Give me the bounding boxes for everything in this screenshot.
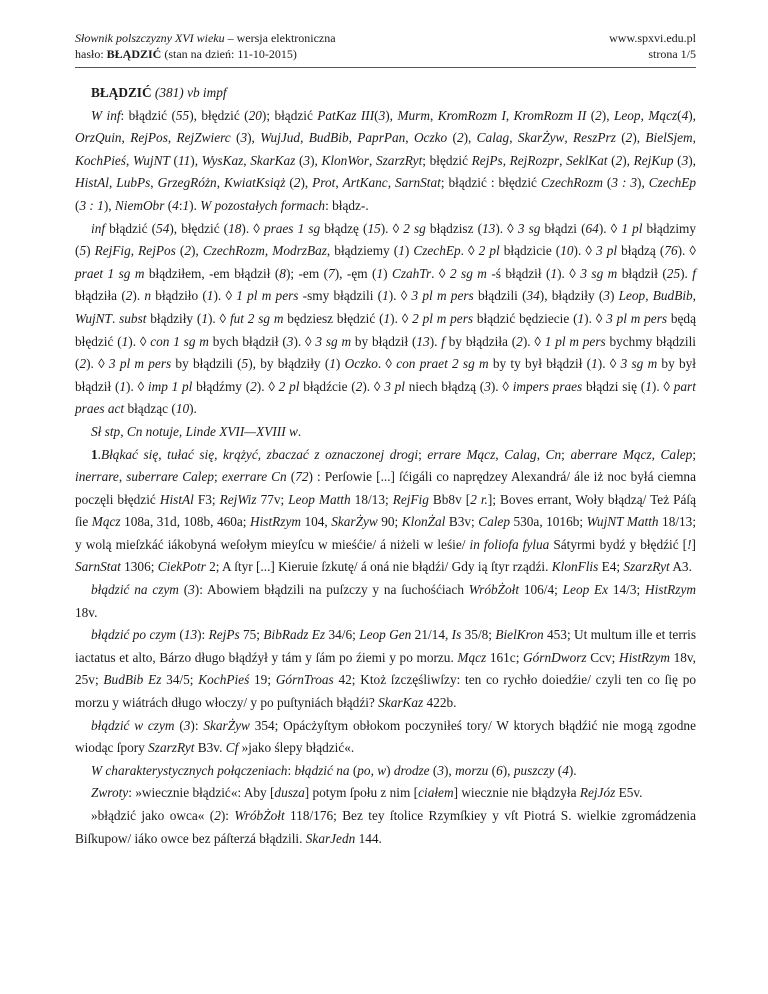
entry-paragraph: »błądzić jako owca« (2): WróbŻołt 118/176; Bez tey ſtolice Rzymſkiey y vſt Piotrá S. wielkie zgromádzenia Biſkupow/ iáko owce bez páſterzá błądzili. SkarJedn 144.	[75, 808, 696, 846]
entry-pos: vb impf	[187, 85, 227, 100]
header-right	[609, 30, 696, 62]
entry-headline	[75, 82, 696, 105]
header-entry-line	[75, 46, 336, 62]
entry-paragraph: W charakterystycznych połączeniach: błądzić na (po, w) drodze (3), morzu (6), puszczy (4).	[91, 762, 577, 778]
dictionary-subtitle: – wersja elektroniczna	[224, 31, 336, 45]
entry-paragraph: 1.Błąkać się, tułać się, krążyć, zbaczać z oznaczonej drogi; errare Mącz, Calag, Cn; aberrare Mącz, Calep; inerrare, suberrare Calep; exerrare Cn (72) : Perſowie [...] ſćigáli co naprędzey Alexandrá/ ále iż noc byłá ciemna poczęli błędzić HistAl F3; RejWiz 77v; Leop Matth 18/13; RejFig Bb8v [2 r.]; Boves errant, Woły błądzą/ Też Páſą ſie Mącz 108a, 31d, 108b, 460a; HistRzym 104, SkarŻyw 90; KlonŻal B3v; Calep 530a, 1016b; WujNT Matth 18/13; y wolą mieſzkáć iákobyná weſołym mieyſcu w mieśćie/ á niżeli w leśie/ in foliofa fylua Sátyrmi bydź y błędźić [!] SarnStat 1306; CiekPotr 2; A ſtyr [...] Kieruie ſzkutę/ á oná nie błądźi/ Gdy ią ſtyr rządźi. KlonFlis E4; SzarzRyt A3.	[75, 446, 697, 575]
page-number: 1/5	[680, 47, 696, 61]
entry-paragraph: błądzić po czym (13): RejPs 75; BibRadz Ez 34/6; Leop Gen 21/14, Is 35/8; BielKron 453; Ut multum ille et terris iactatus et alto, Bárzo długo błądźył y tám y ſám po źiemi y po morzu. Mącz 161c; GórnDworz Ccv; HistRzym 18v, 25v; BudBib Ez 34/5; KochPieś 19; GórnTroas 42; Ktoż ſzczęśliwſzy: ten co rychło doiedźie/ czyli ten co ſię po morzu y wiátrách długo włoczy/ y po puſtyniách błądźi? SkarKaz 422b.	[75, 627, 697, 711]
entry-headword: BŁĄDZIĆ	[91, 85, 152, 100]
entry-paragraph: Zwroty: »wiecznie błądzić«: Aby [dusza] potym ſpołu z nim [ciałem] wiecznie nie błądzyła RejJóz E5v.	[91, 785, 643, 801]
site-url[interactable]: www.spxvi.edu.pl	[609, 31, 696, 45]
entry-paragraph: błądzić na czym (3): Abowiem błądzili na puſzczy y na ſuchośćiach WróbŻołt 106/4; Leop Ex 14/3; HistRzym 18v.	[75, 582, 696, 620]
header-title-line	[75, 30, 336, 46]
header-divider	[75, 67, 696, 68]
haslo-word: BŁĄDZIĆ	[106, 47, 162, 61]
entry-paragraph: W inf: błądzić (55), błędzić (20); błądzić PatKaz III(3), Murm, KromRozm I, KromRozm II (2), Leop, Mącz(4), OrzQuin, RejPos, RejZwierc (3), WujJud, BudBib, PaprPan, Oczko (2), Calag, SkarŻyw, ReszPrz (2), BielSjem, KochPieś, WujNT (11), WysKaz, SkarKaz (3), KlonWor, SzarzRyt; błędzić RejPs, RejRozpr, SeklKat (2), RejKup (3), HistAl, LubPs, GrzegRóżn, KwiatKsiąż (2), Prot, ArtKanc, SarnStat; błądzić : błędzić CzechRozm (3 : 3), CzechEp (3 : 1), NiemObr (4:1). W pozostałych formach: błądz-.	[75, 107, 697, 213]
page-indicator	[609, 46, 696, 62]
entry-content	[75, 82, 696, 850]
dictionary-title: Słownik polszczyzny XVI wieku	[75, 31, 225, 45]
header-left	[75, 30, 336, 62]
entry-paragraph: Sł stp, Cn notuje, Linde XVII—XVIII w.	[91, 423, 302, 439]
haslo-date: (stan na dzień: 11-10-2015)	[161, 47, 297, 61]
entry-paragraph: błądzić w czym (3): SkarŻyw 354; Opácżyſtym obłokom poczyniłeś tory/ W ktorych błądźić nie mogą zgodne wiodąc ſpory SzarzRyt B3v. Cf »jako ślepy błądzić«.	[75, 717, 696, 756]
haslo-label: hasło:	[75, 47, 107, 61]
entry-count: (381)	[154, 85, 184, 100]
entry-paragraph: inf błądzić (54), błędzić (18). ◊ praes 1 sg błądzę (15). ◊ 2 sg błądzisz (13). ◊ 3 sg błądzi (64). ◊ 1 pl błądzimy (5) RejFig, RejPos (2), CzechRozm, ModrzBaz, błądziemy (1) CzechEp. ◊ 2 pl błądzicie (10). ◊ 3 pl błądzą (76). ◊ praet 1 sg m błądziłem, -em błądził (8); -em (7), -ęm (1) CzahTr. ◊ 2 sg m -ś błądził (1). ◊ 3 sg m błądził (25). f błądziła (2). n błądziło (1). ◊ 1 pl m pers -smy błądzili (1). ◊ 3 pl m pers błądzili (34), błądziły (3) Leop, BudBib, WujNT. subst błądziły (1). ◊ fut 2 sg m będziesz błędzić (1). ◊ 2 pl m pers błądzić będziecie (1). ◊ 3 pl m pers będą błędzić (1). ◊ con 1 sg m bych błądził (3). ◊ 3 sg m by błądził (13). f by błądziła (2). ◊ 1 pl m pers bychmy błądzili (2). ◊ 3 pl m pers by błądzili (5), by błądziły (1) Oczko. ◊ con praet 2 sg m by ty był błądził (1). ◊ 3 sg m by był błądził (1). ◊ imp 1 pl błądźmy (2). ◊ 2 pl błądźcie (2). ◊ 3 pl niech błądzą (3). ◊ impers praes błądzi się (1). ◊ part praes act błądząc (10).	[75, 220, 697, 417]
page-label: strona	[648, 47, 681, 61]
